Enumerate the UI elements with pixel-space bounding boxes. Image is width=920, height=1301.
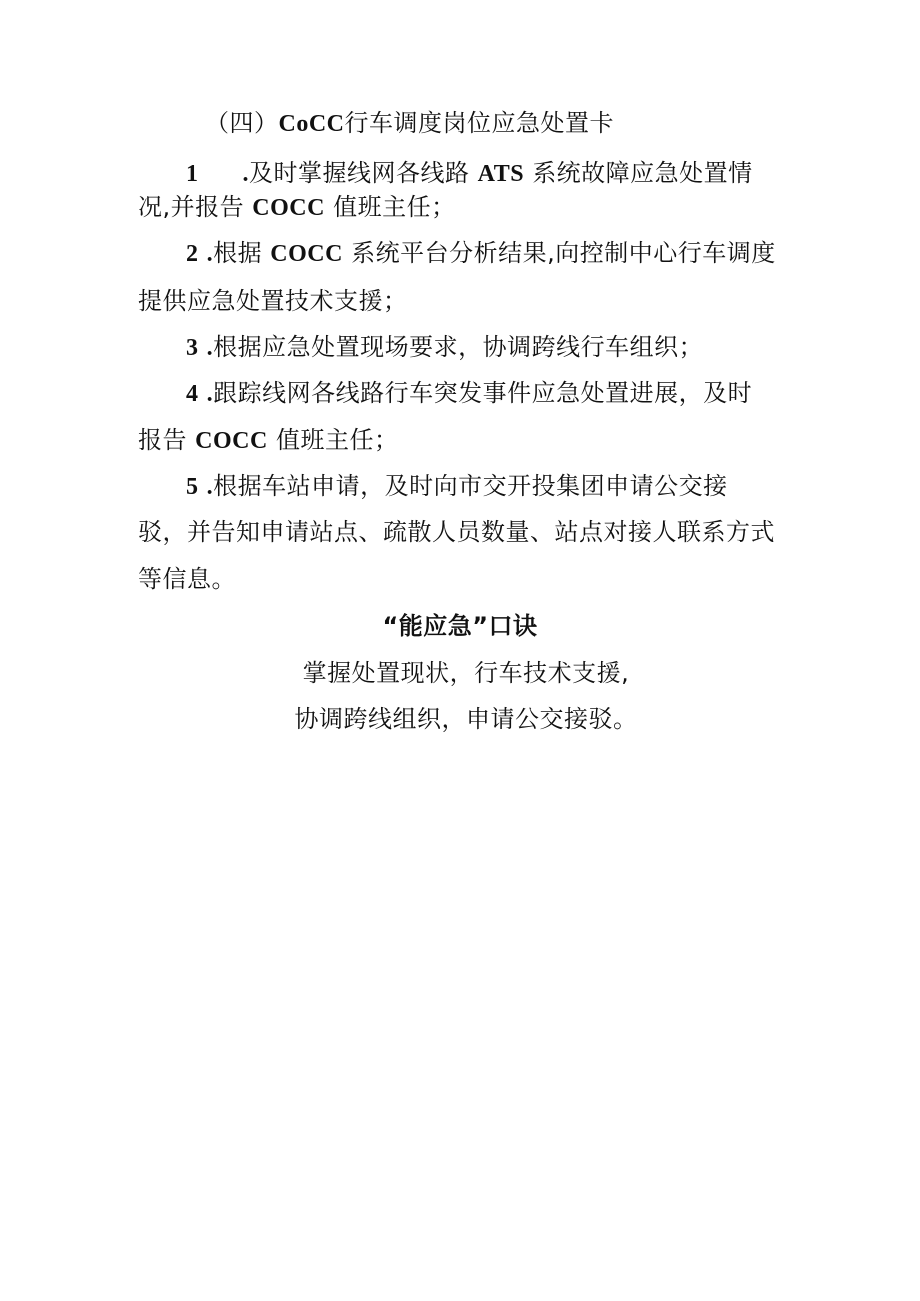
item-5-line-1 — [186, 471, 728, 502]
motto-line-2-text: 协调跨线组织，申请公交接驳。 — [294, 705, 638, 733]
item-1-code: ATS — [477, 161, 525, 187]
item-1-line2-a: 况,并报告 — [138, 193, 245, 221]
motto-title: “能应急”口诀 — [382, 612, 538, 640]
item-5-number: 5 — [186, 474, 199, 500]
item-5-dot: . — [206, 474, 214, 500]
heading-code: CoCC — [278, 111, 345, 137]
item-1-dot: . — [242, 161, 249, 187]
item-1-line-1 — [186, 158, 753, 189]
item-4-line-2 — [138, 425, 398, 456]
section-heading — [205, 108, 614, 139]
item-4-line2-a: 报告 — [138, 426, 187, 454]
item-1-text-b: 系统故障应急处置情 — [532, 159, 753, 187]
item-1-number: 1 — [186, 161, 199, 187]
item-2-dot: . — [206, 241, 214, 267]
item-5-line-3: 等信息。 — [138, 565, 236, 593]
item-3-text: 根据应急处置现场要求，协调跨线行车组织； — [213, 333, 704, 361]
item-4-line-1 — [186, 378, 752, 409]
item-1-line-2 — [138, 192, 456, 223]
item-1-line2-code: COCC — [252, 195, 325, 221]
item-2-text-b: 系统平台分析结果,向控制中心行车调度 — [351, 239, 776, 267]
item-5-text: 根据车站申请，及时向市交开投集团申请公交接 — [213, 472, 728, 500]
item-4-text: 跟踪线网各线路行车突发事件应急处置进展，及时 — [213, 379, 753, 407]
item-1-line2-b: 值班主任； — [333, 193, 456, 221]
motto-line-2 — [0, 704, 920, 734]
item-4-dot: . — [206, 381, 214, 407]
heading-text: 行车调度岗位应急处置卡 — [344, 109, 614, 137]
item-2-code: COCC — [270, 241, 343, 267]
item-3-line-1 — [186, 332, 703, 363]
item-4-line2-b: 值班主任； — [275, 426, 399, 454]
item-3-number: 3 — [186, 335, 199, 361]
item-2-text-a: 根据 — [213, 239, 263, 267]
heading-prefix: （四） — [205, 109, 279, 137]
motto-line-1 — [0, 658, 920, 688]
item-2-number: 2 — [186, 241, 199, 267]
item-4-number: 4 — [186, 381, 199, 407]
item-2-line-1 — [186, 238, 776, 269]
motto-line-1-text: 掌握处置现状，行车技术支援, — [302, 659, 630, 687]
item-5-line-2: 驳，并告知申请站点、疏散人员数量、站点对接人联系方式 — [138, 518, 775, 546]
item-1-text-a: 及时掌握线网各线路 — [249, 159, 470, 187]
item-3-dot: . — [206, 335, 214, 361]
item-4-line2-code: COCC — [195, 428, 268, 454]
item-2-line-2: 提供应急处置技术支援； — [138, 287, 408, 315]
